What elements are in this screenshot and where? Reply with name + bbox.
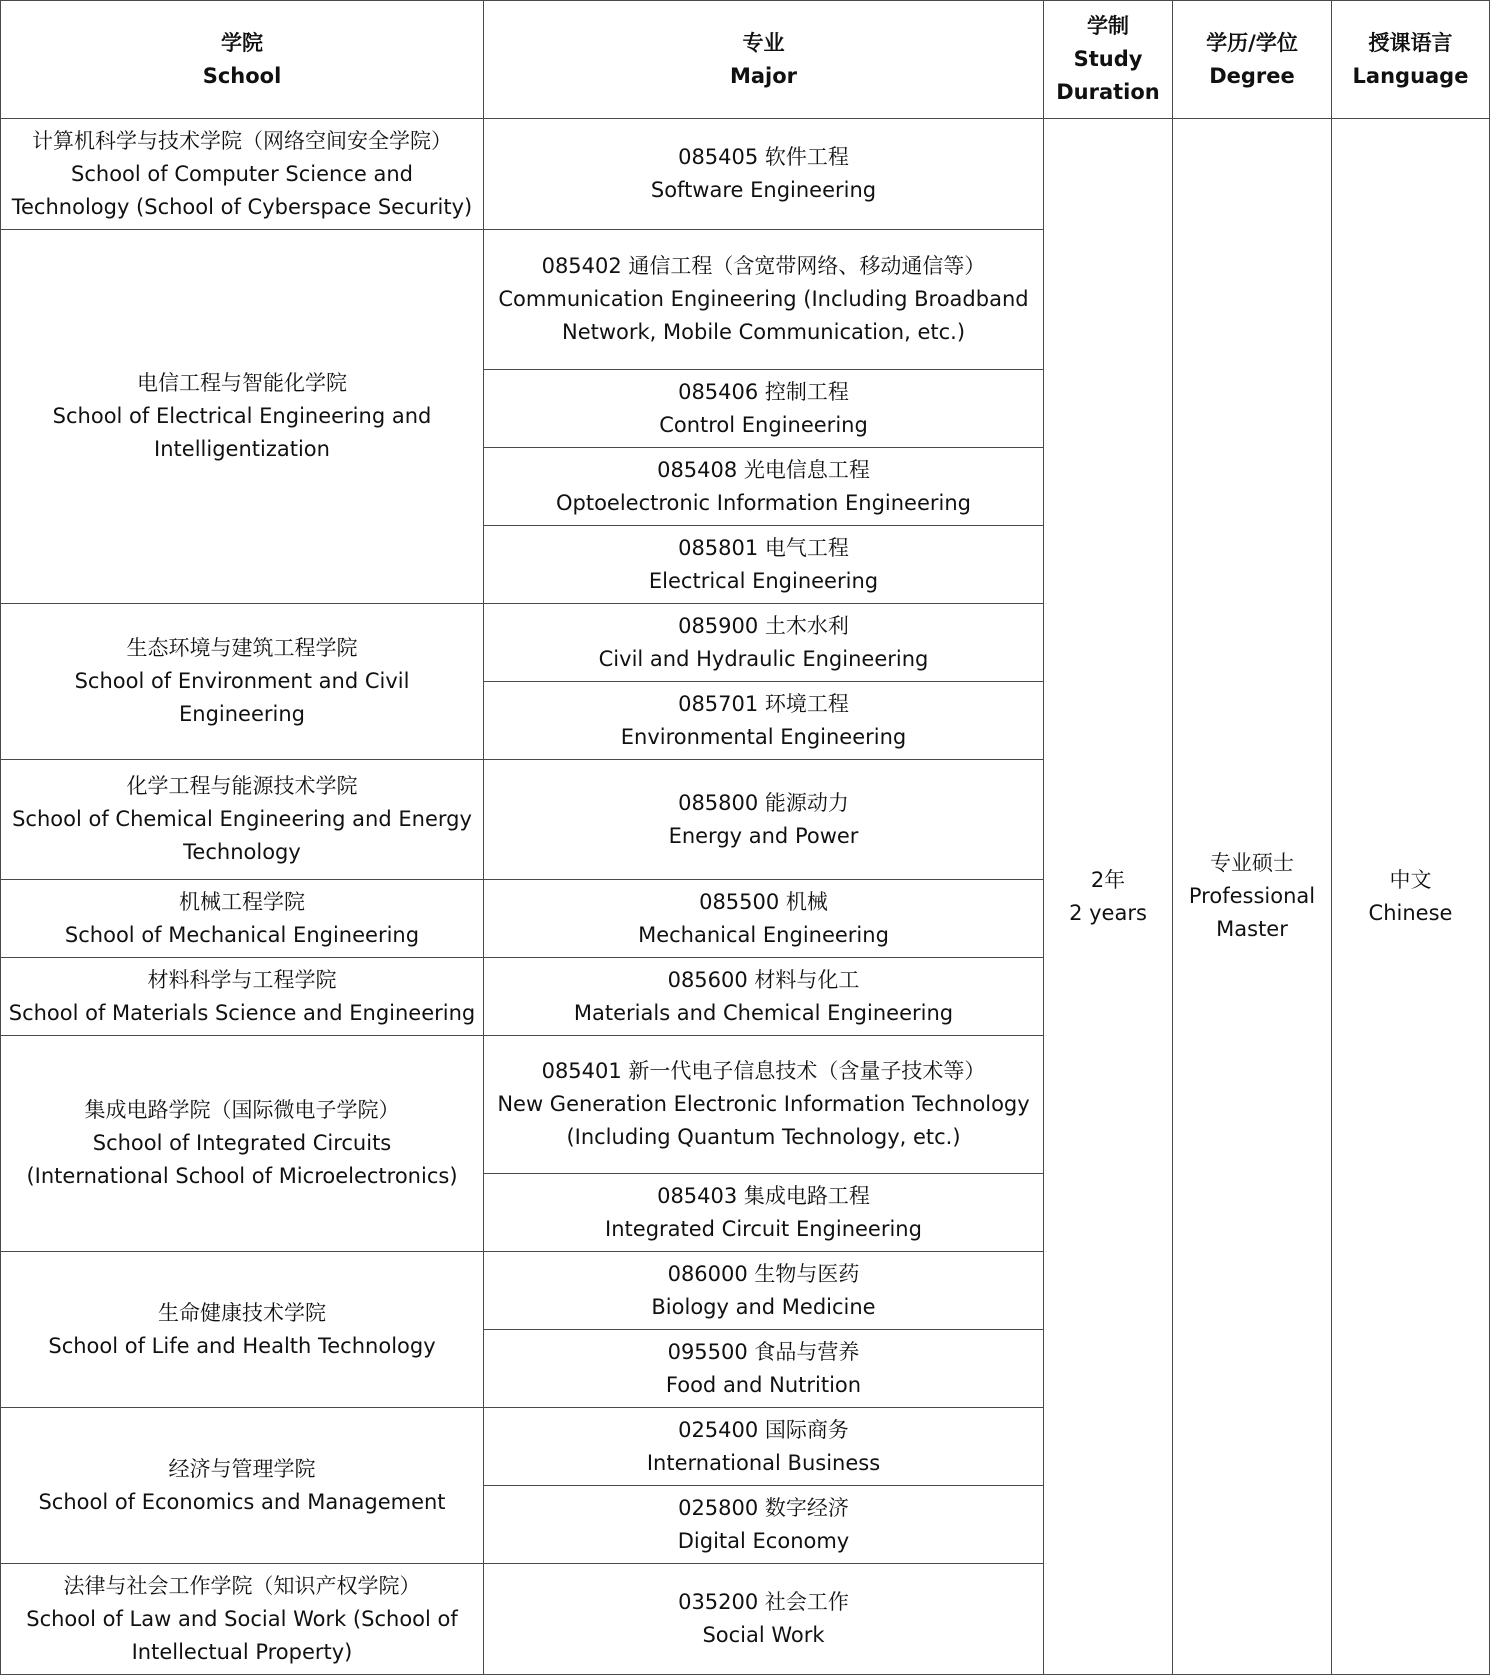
major-name-line: Food and Nutrition (665, 1372, 862, 1397)
major-name-line: International Business (646, 1450, 881, 1475)
school-name-line: School of Integrated Circuits (92, 1131, 392, 1155)
major-name-line: 086000 生物与医药 (667, 1261, 860, 1286)
school-name-line: Engineering (179, 702, 305, 726)
school-name-line: School of Environment and Civil (74, 669, 410, 693)
major-cell (484, 1252, 1044, 1330)
major-cell (484, 1174, 1044, 1252)
major-name-line: 095500 食品与营养 (667, 1339, 860, 1364)
degree-cell (1173, 119, 1332, 1675)
major-name-line: 035200 社会工作 (678, 1590, 849, 1614)
school-cell (1, 760, 484, 880)
school-name-line: 机械工程学院 (179, 889, 305, 914)
school-name-line: School of Economics and Management (38, 1489, 446, 1514)
school-name-line: School of Electrical Engineering and (52, 404, 432, 428)
header-major-en: Major (729, 63, 798, 88)
major-name-line: Energy and Power (668, 823, 859, 848)
school-name-line: Technology (183, 840, 301, 864)
header-row (1, 1, 1490, 119)
header-duration-en2: Duration (1056, 80, 1160, 104)
major-cell (484, 682, 1044, 760)
language-cell (1332, 119, 1490, 1675)
school-name-line: 化学工程与能源技术学院 (126, 774, 358, 798)
major-name-line: Environmental Engineering (620, 724, 907, 749)
major-name-line: Digital Economy (677, 1528, 850, 1553)
school-name-line: 法律与社会工作学院（知识产权学院） (63, 1573, 421, 1598)
school-name-line: Intelligentization (154, 437, 330, 461)
school-name-line: 生态环境与建筑工程学院 (126, 636, 358, 660)
school-cell (1, 880, 484, 958)
degree-zh: 专业硕士 (1210, 851, 1294, 875)
header-language (1332, 1, 1490, 119)
major-cell (484, 1330, 1044, 1408)
language-en: Chinese (1368, 900, 1453, 925)
major-name-line: Electrical Engineering (648, 568, 879, 593)
header-school (1, 1, 484, 119)
school-name-line: School of Computer Science and (71, 161, 413, 186)
major-cell (484, 880, 1044, 958)
major-name-line: New Generation Electronic Information Technology (497, 1092, 1030, 1116)
header-duration-zh: 学制 (1087, 14, 1129, 38)
major-cell (484, 526, 1044, 604)
table-body (1, 119, 1490, 1675)
school-name-line: 材料科学与工程学院 (147, 967, 337, 992)
school-name-line: 集成电路学院（国际微电子学院） (84, 1098, 400, 1122)
major-name-line: Communication Engineering (Including Broadband (498, 287, 1029, 311)
header-degree-zh: 学历/学位 (1206, 30, 1298, 55)
header-language-zh: 授课语言 (1368, 30, 1453, 55)
major-name-line: Integrated Circuit Engineering (605, 1216, 922, 1241)
major-cell (484, 230, 1044, 370)
major-name-line: 085800 能源动力 (678, 790, 849, 815)
major-cell (484, 760, 1044, 880)
school-name-line: Intellectual Property) (131, 1639, 353, 1664)
language-zh: 中文 (1389, 867, 1432, 892)
major-cell (484, 448, 1044, 526)
duration-cell (1044, 119, 1173, 1675)
major-cell (484, 958, 1044, 1036)
school-name-line: Technology (School of Cyberspace Security) (11, 194, 473, 219)
header-duration-en1: Study (1073, 47, 1143, 71)
major-name-line: 025400 国际商务 (678, 1417, 849, 1442)
header-degree (1173, 1, 1332, 119)
school-cell (1, 604, 484, 760)
school-name-line: (International School of Microelectronics) (26, 1164, 458, 1188)
school-name-line: School of Law and Social Work (School of (26, 1606, 458, 1631)
school-name-line: School of Materials Science and Engineering (8, 1000, 476, 1025)
school-cell (1, 1408, 484, 1564)
duration-en: 2 years (1069, 900, 1147, 925)
major-cell (484, 1486, 1044, 1564)
major-name-line: Control Engineering (659, 412, 868, 437)
header-duration (1044, 1, 1173, 119)
major-name-line: Materials and Chemical Engineering (573, 1000, 954, 1025)
major-name-line: 085403 集成电路工程 (657, 1183, 870, 1208)
major-name-line: Social Work (702, 1623, 825, 1647)
major-name-line: Optoelectronic Information Engineering (555, 490, 972, 515)
degree-en-2: Master (1216, 917, 1288, 941)
major-name-line: (Including Quantum Technology, etc.) (566, 1125, 961, 1149)
major-name-line: 085402 通信工程（含宽带网络、移动通信等） (541, 254, 986, 278)
school-cell (1, 119, 484, 230)
major-name-line: 085401 新一代电子信息技术（含量子技术等） (541, 1059, 986, 1083)
table-row (1, 119, 1490, 230)
major-name-line: Biology and Medicine (651, 1294, 876, 1319)
major-cell (484, 1564, 1044, 1675)
major-cell (484, 604, 1044, 682)
major-name-line: 085600 材料与化工 (667, 967, 860, 992)
school-name-line: School of Life and Health Technology (48, 1333, 436, 1358)
school-cell (1, 1564, 484, 1675)
major-name-line: 085801 电气工程 (678, 535, 849, 560)
header-school-en: School (202, 63, 282, 88)
major-name-line: Network, Mobile Communication, etc.) (561, 320, 966, 344)
major-name-line: 085701 环境工程 (678, 691, 849, 716)
major-cell (484, 1408, 1044, 1486)
major-name-line: Mechanical Engineering (638, 922, 889, 947)
major-cell (484, 1036, 1044, 1174)
school-cell (1, 1252, 484, 1408)
major-name-line: 025800 数字经济 (678, 1495, 849, 1520)
header-major (484, 1, 1044, 119)
major-name-line: 085405 软件工程 (678, 145, 849, 169)
school-cell (1, 958, 484, 1036)
school-cell (1, 1036, 484, 1252)
header-degree-en: Degree (1209, 63, 1295, 88)
school-cell (1, 230, 484, 604)
duration-zh: 2年 (1090, 867, 1126, 892)
school-name-line: 经济与管理学院 (168, 1456, 316, 1481)
major-name-line: Civil and Hydraulic Engineering (598, 646, 929, 671)
school-name-line: 生命健康技术学院 (158, 1300, 326, 1325)
major-name-line: 085900 土木水利 (678, 613, 849, 638)
major-name-line: 085406 控制工程 (678, 379, 849, 404)
major-name-line: Software Engineering (650, 178, 877, 202)
school-name-line: School of Mechanical Engineering (64, 922, 420, 947)
school-name-line: 计算机科学与技术学院（网络空间安全学院） (32, 128, 452, 153)
major-cell (484, 370, 1044, 448)
header-major-zh: 专业 (742, 30, 785, 55)
major-cell (484, 119, 1044, 230)
header-language-en: Language (1352, 63, 1469, 88)
major-name-line: 085500 机械 (699, 889, 828, 914)
school-name-line: 电信工程与智能化学院 (137, 371, 347, 395)
school-name-line: School of Chemical Engineering and Energy (12, 807, 472, 831)
header-school-zh: 学院 (221, 30, 263, 55)
degree-en-1: Professional (1188, 884, 1316, 908)
major-name-line: 085408 光电信息工程 (657, 457, 870, 482)
